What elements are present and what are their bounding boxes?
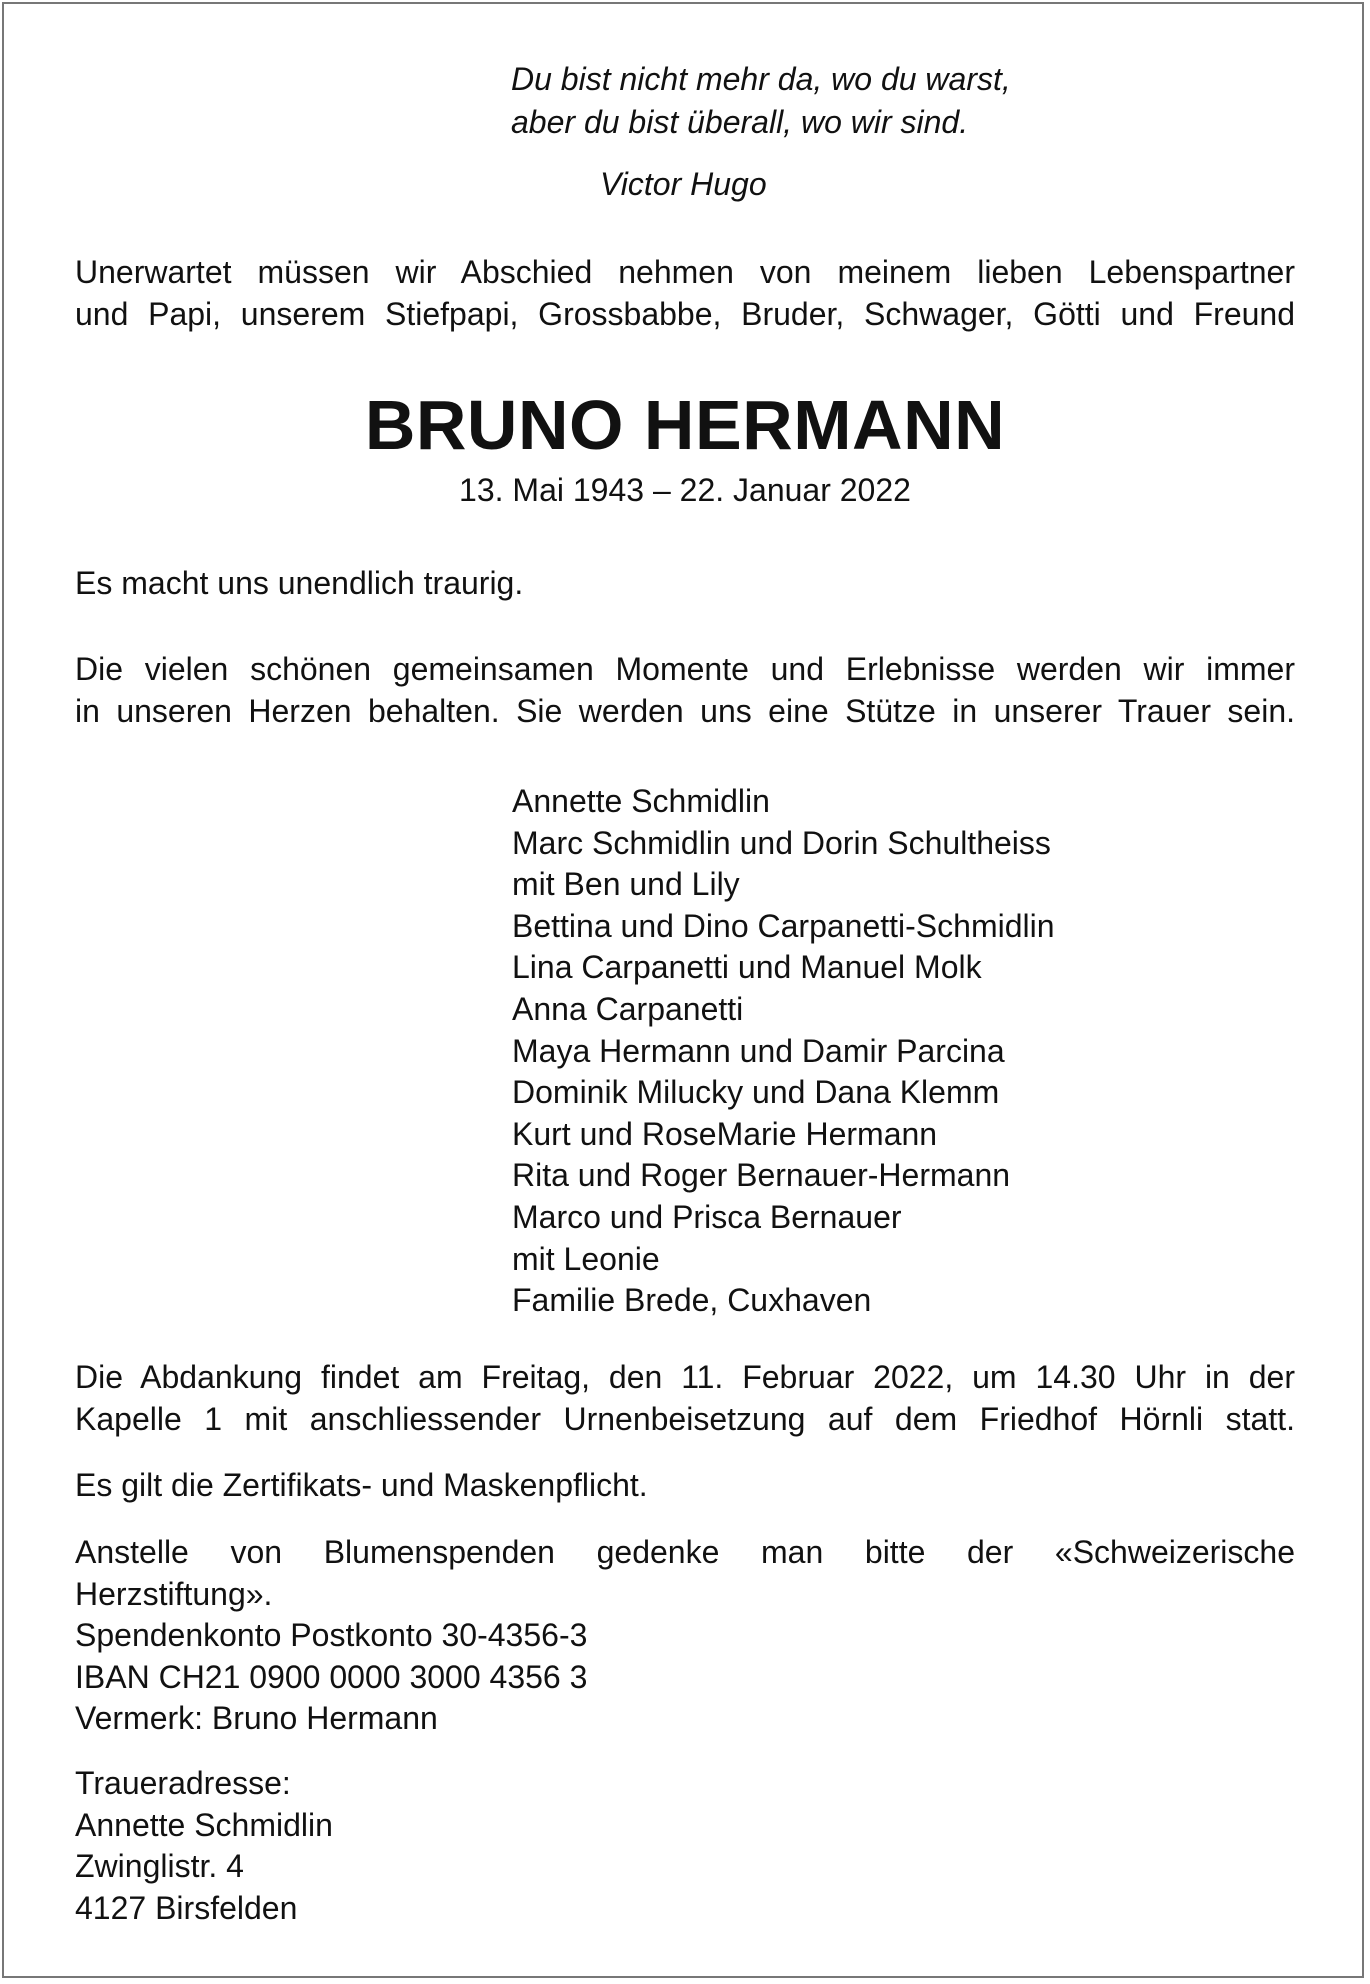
family-member: Maya Hermann und Damir Parcina	[512, 1032, 1005, 1069]
deceased-dates: 13. Mai 1943 – 22. Januar 2022	[459, 472, 911, 508]
donation-line-1: Anstelle von Blumenspenden gedenke man bitte der «Schweizerische	[75, 1534, 1295, 1570]
memories-line-2: in unseren Herzen behalten. Sie werden uns eine Stütze in unserer Trauer sein.	[75, 692, 1295, 729]
motto-line-2: aber du bist überall, wo wir sind.	[511, 104, 969, 140]
memories-text	[75, 649, 1295, 732]
certificate-text: Es gilt die Zertifikats- und Maskenpflicht.	[75, 1467, 648, 1503]
donation-iban: IBAN CH21 0900 0000 3000 4356 3	[75, 1658, 588, 1695]
donation-line-2: Herzstiftung».	[75, 1575, 273, 1612]
address-label: Traueradresse:	[75, 1765, 291, 1801]
motto-author: Victor Hugo	[600, 166, 767, 202]
memories-line-1: Die vielen schönen gemeinsamen Momente und Erlebnisse werden wir immer	[75, 651, 1295, 687]
ceremony-line-2: Kapelle 1 mit anschliessender Urnenbeisetzung auf dem Friedhof Hörnli statt.	[75, 1400, 1295, 1437]
family-member: mit Leonie	[512, 1240, 660, 1277]
donation-note: Vermerk: Bruno Hermann	[75, 1700, 438, 1736]
family-member: Familie Brede, Cuxhaven	[512, 1282, 872, 1319]
family-member: mit Ben und Lily	[512, 866, 740, 903]
motto-line-1: Du bist nicht mehr da, wo du warst,	[511, 61, 1011, 97]
address-city: 4127 Birsfelden	[75, 1889, 298, 1926]
deceased-name: BRUNO HERMANN	[364, 386, 1006, 464]
family-member: Bettina und Dino Carpanetti-Schmidlin	[512, 907, 1055, 944]
motto-quote	[511, 58, 1211, 144]
family-member: Rita und Roger Bernauer-Hermann	[512, 1157, 1011, 1194]
family-member: Kurt und RoseMarie Hermann	[512, 1115, 938, 1152]
intro-line-1: Unerwartet müssen wir Abschied nehmen von meinem lieben Lebenspartner	[75, 254, 1295, 290]
family-member: Dominik Milucky und Dana Klemm	[512, 1074, 1000, 1111]
address-name: Annette Schmidlin	[75, 1806, 333, 1843]
family-list	[512, 781, 1312, 1322]
family-member: Annette Schmidlin	[512, 783, 770, 819]
donation-account: Spendenkonto Postkonto 30-4356-3	[75, 1617, 588, 1653]
family-member: Anna Carpanetti	[512, 990, 744, 1027]
mourning-address	[75, 1763, 1295, 1929]
family-member: Marc Schmidlin und Dorin Schultheiss	[512, 824, 1051, 861]
sadness-text: Es macht uns unendlich traurig.	[75, 565, 524, 601]
donation-text	[75, 1532, 1295, 1740]
intro-text	[75, 252, 1295, 335]
address-street: Zwinglistr. 4	[75, 1848, 244, 1884]
intro-line-2: und Papi, unserem Stiefpapi, Grossbabbe, Bruder, Schwager, Götti und Freund	[75, 295, 1295, 332]
family-member: Marco und Prisca Bernauer	[512, 1198, 902, 1235]
ceremony-text	[75, 1357, 1295, 1440]
ceremony-line-1: Die Abdankung findet am Freitag, den 11. Februar 2022, um 14.30 Uhr in der	[75, 1359, 1295, 1395]
family-member: Lina Carpanetti und Manuel Molk	[512, 949, 982, 986]
